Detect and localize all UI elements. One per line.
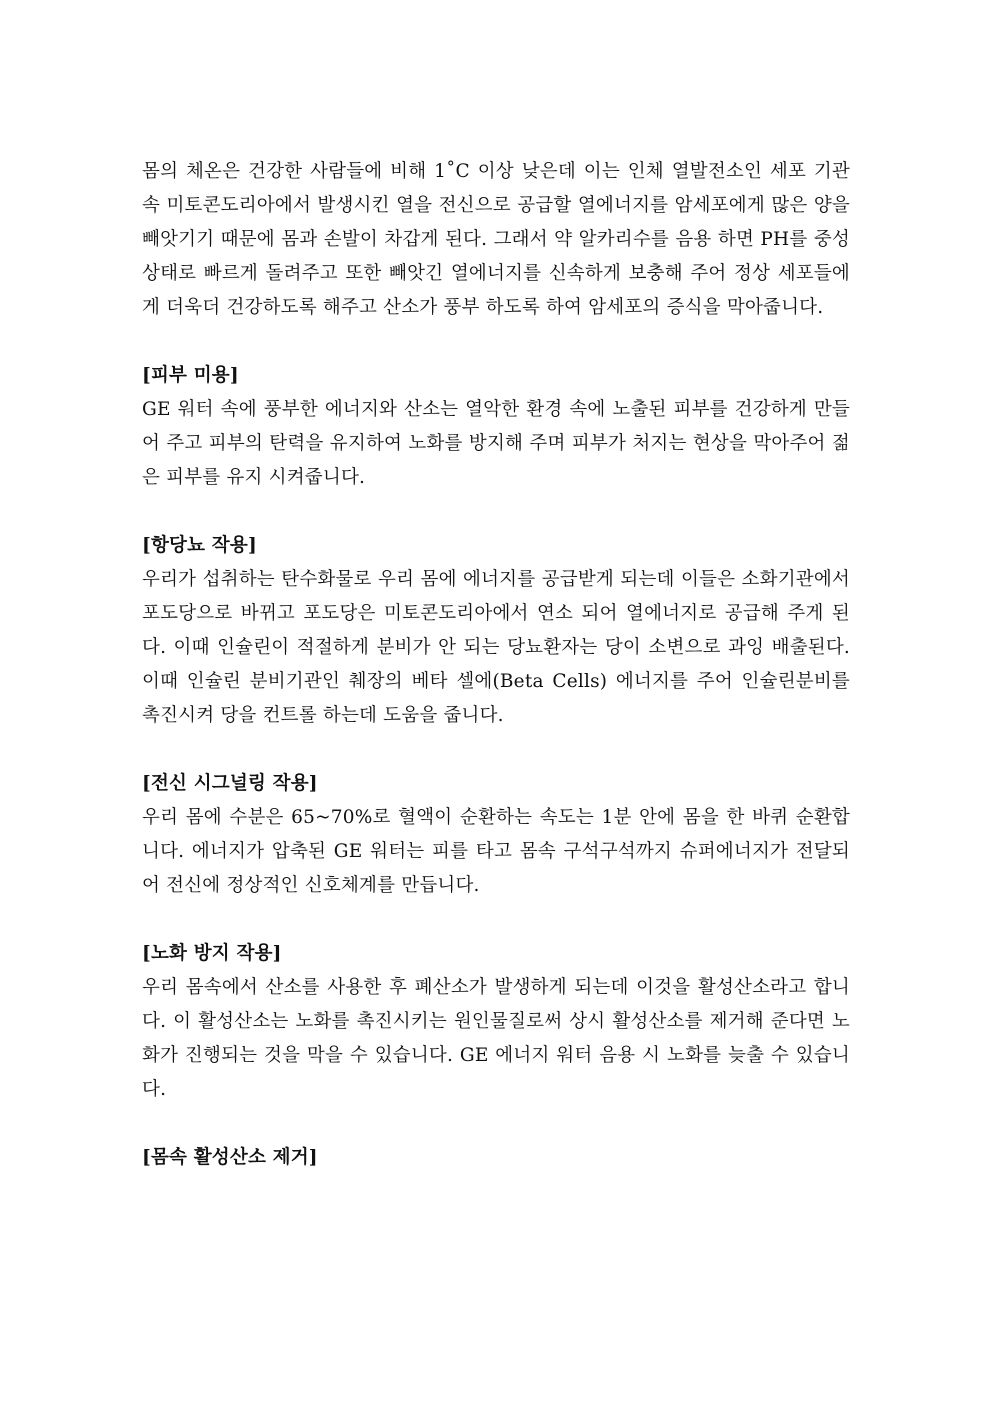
section-heading-free-radical: [몸속 활성산소 제거] — [142, 1147, 318, 1168]
paragraph-spacer — [142, 495, 850, 529]
paragraph-spacer — [142, 733, 850, 767]
section-body-signaling: 우리 몸에 수분은 65~70%로 혈액이 순환하는 속도는 1분 안에 몸을 한 바퀴 순환합니다. 에너지가 압축된 GE 워터는 피를 타고 몸속 구석구석까지 슈퍼에너지가 전달되어 전신에 정상적인 신호체계를 만듭니다. — [142, 807, 850, 896]
intro-paragraph: 몸의 체온은 건강한 사람들에 비해 1˚C 이상 낮은데 이는 인체 열발전소인 세포 기관 속 미토콘도리아에서 발생시킨 열을 전신으로 공급할 열에너지를 암세포에게 많은 양을 빼앗기기 때문에 몸과 손발이 차갑게 된다. 그래서 약 알카리수를 음용 하면 PH를 중성 상태로 빠르게 돌려주고 또한 빼앗긴 열에너지를 신속하게 보충해 주어 정상 세포들에게 더욱더 건강하도록 해주고 산소가 풍부 하도록 하여 암세포의 증식을 막아줍니다. — [142, 161, 850, 318]
section-heading-signaling: [전신 시그널링 작용] — [142, 773, 318, 794]
paragraph-spacer — [142, 903, 850, 937]
section-body-diabetes: 우리가 섭취하는 탄수화물로 우리 몸에 에너지를 공급받게 되는데 이들은 소화기관에서 포도당으로 바뀌고 포도당은 미토콘도리아에서 연소 되어 열에너지로 공급해 주게 된다. 이때 인슐린이 적절하게 분비가 안 되는 당뇨환자는 당이 소변으로 과잉 배출된다. 이때 인슐린 분비기관인 췌장의 베타 셀에(Beta Cells) 에너지를 주어 인슐린분비를 촉진시켜 당을 컨트롤 하는데 도움을 줍니다. — [142, 569, 850, 726]
section-heading-diabetes: [항당뇨 작용] — [142, 535, 257, 556]
section-heading-skin: [피부 미용] — [142, 365, 239, 386]
document-body — [142, 155, 850, 1175]
paragraph-spacer — [142, 1107, 850, 1141]
section-heading-anti-aging: [노화 방지 작용] — [142, 943, 282, 964]
section-body-skin: GE 워터 속에 풍부한 에너지와 산소는 열악한 환경 속에 노출된 피부를 건강하게 만들어 주고 피부의 탄력을 유지하여 노화를 방지해 주며 피부가 처지는 현상을 막아주어 젊은 피부를 유지 시켜줍니다. — [142, 399, 850, 488]
section-body-anti-aging: 우리 몸속에서 산소를 사용한 후 폐산소가 발생하게 되는데 이것을 활성산소라고 합니다. 이 활성산소는 노화를 촉진시키는 원인물질로써 상시 활성산소를 제거해 준다면 노화가 진행되는 것을 막을 수 있습니다. GE 에너지 워터 음용 시 노화를 늦출 수 있습니다. — [142, 977, 850, 1100]
paragraph-spacer — [142, 325, 850, 359]
